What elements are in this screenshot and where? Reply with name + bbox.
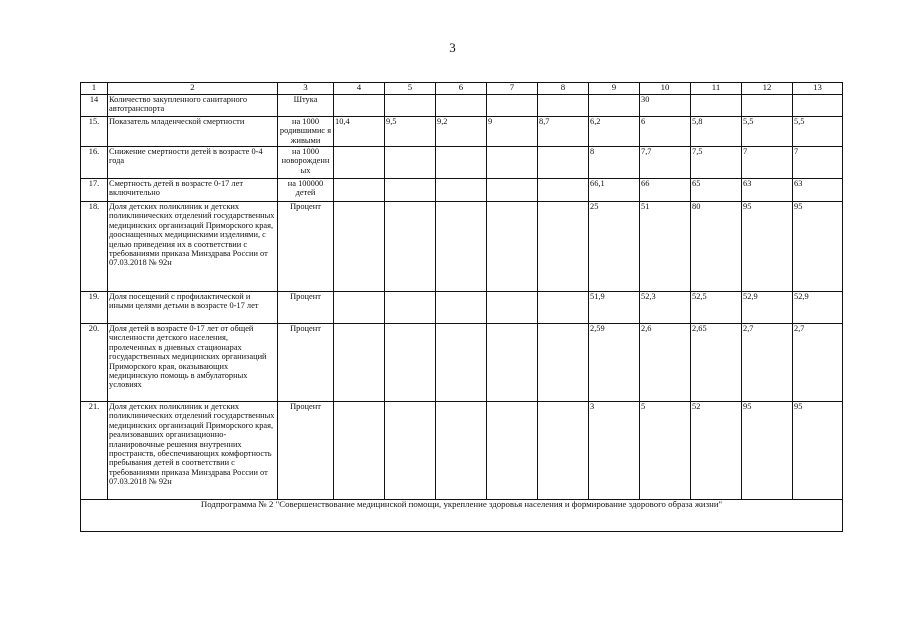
row-number: 20. <box>81 324 108 402</box>
value-cell: 52,3 <box>640 292 691 324</box>
value-cell <box>487 324 538 402</box>
row-number: 15. <box>81 117 108 147</box>
value-cell <box>487 95 538 117</box>
value-cell <box>436 292 487 324</box>
value-cell <box>334 95 385 117</box>
value-cell: 5 <box>640 402 691 500</box>
column-header: 8 <box>538 83 589 95</box>
indicator-name: Доля детских поликлиник и детских поликлинических отделений государственных медицинских организаций Приморского края, дооснащенных медицинскими изделиями, с целью приведения их в соответствии с требованиями приказа Минздрава России от 07.03.2018 № 92н <box>108 202 278 292</box>
value-cell: 8 <box>589 147 640 179</box>
unit-of-measure: на 100000 детей <box>278 179 334 202</box>
indicator-name: Смертность детей в возрасте 0-17 лет включительно <box>108 179 278 202</box>
unit-of-measure: на 1000 родившимис я живыми <box>278 117 334 147</box>
subprogram-title: Подпрограмма № 2 "Совершенствование медицинской помощи, укрепление здоровья населения и формирование здорового образа жизни" <box>81 500 843 532</box>
value-cell: 52,9 <box>793 292 843 324</box>
table-row <box>81 292 843 324</box>
value-cell <box>691 95 742 117</box>
indicators-table <box>80 82 843 532</box>
value-cell: 7,7 <box>640 147 691 179</box>
column-header: 11 <box>691 83 742 95</box>
value-cell: 25 <box>589 202 640 292</box>
value-cell <box>334 292 385 324</box>
value-cell <box>538 292 589 324</box>
value-cell: 2,65 <box>691 324 742 402</box>
value-cell <box>334 147 385 179</box>
value-cell <box>742 95 793 117</box>
value-cell <box>385 292 436 324</box>
column-header: 1 <box>81 83 108 95</box>
column-header: 12 <box>742 83 793 95</box>
value-cell: 2,59 <box>589 324 640 402</box>
value-cell: 5,5 <box>742 117 793 147</box>
value-cell <box>538 324 589 402</box>
value-cell: 30 <box>640 95 691 117</box>
value-cell: 51,9 <box>589 292 640 324</box>
value-cell <box>334 324 385 402</box>
value-cell <box>334 202 385 292</box>
page-number: 3 <box>449 40 456 55</box>
unit-of-measure: Процент <box>278 324 334 402</box>
unit-of-measure: Процент <box>278 202 334 292</box>
value-cell <box>436 202 487 292</box>
value-cell: 3 <box>589 402 640 500</box>
value-cell <box>589 95 640 117</box>
unit-of-measure: на 1000 новорожденн ых <box>278 147 334 179</box>
value-cell <box>436 95 487 117</box>
value-cell <box>334 179 385 202</box>
value-cell <box>538 402 589 500</box>
value-cell: 65 <box>691 179 742 202</box>
column-header: 4 <box>334 83 385 95</box>
value-cell: 66 <box>640 179 691 202</box>
value-cell <box>385 324 436 402</box>
column-header: 13 <box>793 83 843 95</box>
value-cell <box>538 95 589 117</box>
value-cell: 7,5 <box>691 147 742 179</box>
value-cell: 66,1 <box>589 179 640 202</box>
column-header: 9 <box>589 83 640 95</box>
table-row <box>81 179 843 202</box>
value-cell <box>538 179 589 202</box>
row-number: 14 <box>81 95 108 117</box>
value-cell: 2,6 <box>640 324 691 402</box>
indicator-name: Доля посещений с профилактической и иными целями детьми в возрасте 0-17 лет <box>108 292 278 324</box>
value-cell: 9 <box>487 117 538 147</box>
table-row <box>81 324 843 402</box>
value-cell: 51 <box>640 202 691 292</box>
table-row <box>81 117 843 147</box>
value-cell <box>385 95 436 117</box>
value-cell: 8,7 <box>538 117 589 147</box>
value-cell: 2,7 <box>793 324 843 402</box>
row-number: 19. <box>81 292 108 324</box>
value-cell <box>334 402 385 500</box>
value-cell <box>436 324 487 402</box>
table-row <box>81 202 843 292</box>
value-cell: 10,4 <box>334 117 385 147</box>
value-cell <box>436 402 487 500</box>
table-row <box>81 95 843 117</box>
value-cell: 9,2 <box>436 117 487 147</box>
value-cell <box>487 202 538 292</box>
unit-of-measure: Процент <box>278 402 334 500</box>
value-cell <box>538 202 589 292</box>
value-cell: 52,9 <box>742 292 793 324</box>
value-cell: 6 <box>640 117 691 147</box>
value-cell: 95 <box>793 402 843 500</box>
column-header: 3 <box>278 83 334 95</box>
value-cell <box>487 292 538 324</box>
value-cell <box>538 147 589 179</box>
value-cell: 95 <box>742 402 793 500</box>
value-cell: 5,5 <box>793 117 843 147</box>
value-cell <box>487 179 538 202</box>
value-cell <box>436 147 487 179</box>
value-cell <box>385 147 436 179</box>
value-cell: 7 <box>793 147 843 179</box>
indicator-name: Показатель младенческой смертности <box>108 117 278 147</box>
value-cell <box>385 202 436 292</box>
value-cell: 80 <box>691 202 742 292</box>
row-number: 17. <box>81 179 108 202</box>
value-cell <box>487 402 538 500</box>
value-cell: 95 <box>793 202 843 292</box>
value-cell <box>793 95 843 117</box>
column-number-row <box>81 83 843 95</box>
value-cell <box>385 402 436 500</box>
indicator-name: Снижение смертности детей в возрасте 0-4 года <box>108 147 278 179</box>
row-number: 21. <box>81 402 108 500</box>
unit-of-measure: Процент <box>278 292 334 324</box>
value-cell: 52,5 <box>691 292 742 324</box>
indicator-name: Количество закупленного санитарного автотранспорта <box>108 95 278 117</box>
column-header: 5 <box>385 83 436 95</box>
column-header: 7 <box>487 83 538 95</box>
value-cell: 63 <box>742 179 793 202</box>
value-cell: 95 <box>742 202 793 292</box>
value-cell <box>487 147 538 179</box>
indicator-name: Доля детских поликлиник и детских поликлинических отделений государственных медицинских организаций Приморского края, реализовавших организационно-планировочные решения внутренних пространств, обеспечивающих комфортность пребывания детей в соответствии с требованиями приказа Минздрава России от 07.03.2018 № 92н <box>108 402 278 500</box>
unit-of-measure: Штука <box>278 95 334 117</box>
value-cell: 6,2 <box>589 117 640 147</box>
table-row <box>81 147 843 179</box>
value-cell: 9,5 <box>385 117 436 147</box>
column-header: 10 <box>640 83 691 95</box>
value-cell: 5,8 <box>691 117 742 147</box>
value-cell: 7 <box>742 147 793 179</box>
value-cell <box>385 179 436 202</box>
subprogram-row <box>81 500 843 532</box>
row-number: 16. <box>81 147 108 179</box>
column-header: 2 <box>108 83 278 95</box>
value-cell: 63 <box>793 179 843 202</box>
value-cell: 52 <box>691 402 742 500</box>
table-row <box>81 402 843 500</box>
indicator-name: Доля детей в возрасте 0-17 лет от общей численности детского населения, пролеченных в дневных стационарах государственных медицинских организаций Приморского края, оказывающих медицинскую помощь в амбулаторных условиях <box>108 324 278 402</box>
value-cell: 2,7 <box>742 324 793 402</box>
value-cell <box>436 179 487 202</box>
column-header: 6 <box>436 83 487 95</box>
row-number: 18. <box>81 202 108 292</box>
